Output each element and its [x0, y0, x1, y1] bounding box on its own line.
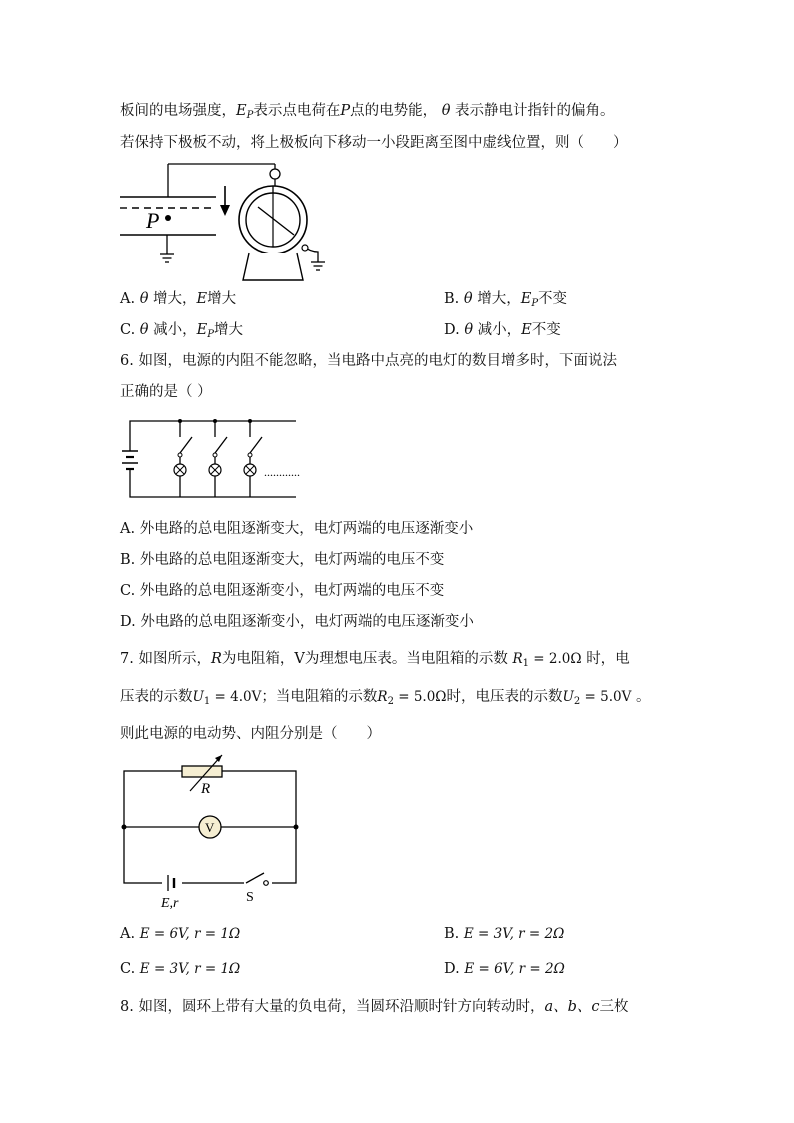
q5-option-d[interactable] [444, 320, 561, 340]
q7-text: 压表的示数 [120, 689, 193, 705]
q7-text: ；当电阻箱的示数 [261, 689, 378, 705]
symbol-abc: a、b、c [544, 999, 600, 1015]
symbol-U2: U [562, 689, 574, 705]
label-r: R [201, 781, 211, 797]
symbol-theta: θ [464, 322, 474, 338]
subscript: 2 [387, 696, 394, 707]
symbol-E: E [520, 291, 532, 307]
q5-text: 点的电势能， [350, 103, 438, 119]
value-U2: = 5.0V [580, 689, 632, 705]
option-text: E = 3V, r = 1Ω [139, 961, 241, 977]
subscript: 2 [573, 696, 581, 707]
q6-option-d[interactable]: D. 外电路的总电阻逐渐变小，电灯两端的电压逐渐变小 [120, 614, 474, 630]
lamp-branch-2 [209, 419, 227, 497]
subscript: P [531, 298, 539, 309]
symbol-theta: θ [139, 291, 149, 307]
option-text: E = 3V, r = 2Ω [463, 926, 565, 942]
option-label: D. [444, 961, 460, 977]
q7-option-d[interactable] [444, 959, 565, 979]
option-text: 增大， [477, 291, 521, 307]
label-p: P [146, 208, 160, 233]
q7-text: 时，电压表的示数 [446, 689, 563, 705]
option-label: A. [120, 926, 136, 942]
option-label: C. [120, 322, 136, 338]
symbol-theta: θ [441, 103, 451, 119]
q7-text: 7. 如图所示， [120, 651, 211, 667]
label-s: S [246, 890, 254, 905]
option-label: A. [120, 291, 136, 307]
option-text: 增大 [213, 322, 243, 338]
q7-text-line-2 [120, 687, 651, 712]
q7-text: 。 [636, 689, 651, 705]
subscript: P [207, 329, 214, 340]
option-text: E = 6V, r = 2Ω [464, 961, 565, 977]
q7-option-b[interactable] [444, 924, 564, 944]
q7-option-a[interactable] [120, 924, 240, 944]
symbol-E: E [196, 322, 208, 338]
q5-text: 表示静电计指针的偏角。 [455, 103, 615, 119]
q6-option-b[interactable]: B. 外电路的总电阻逐渐变大，电灯两端的电压不变 [120, 552, 445, 568]
subscript: P [246, 110, 254, 121]
value-R1: = 2.0Ω [529, 651, 582, 667]
symbol-theta: θ [139, 322, 149, 338]
option-text: 增大， [153, 291, 197, 307]
option-label: D. [444, 322, 460, 338]
q7-option-c[interactable] [120, 959, 240, 979]
symbol-R2: R [377, 689, 388, 705]
option-label: B. [444, 926, 460, 942]
subscript: 1 [522, 658, 530, 669]
value-R2: = 5.0Ω [393, 689, 447, 705]
q7-text: 为电阻箱，V为理想电压表。当电阻箱的示数 [221, 651, 508, 667]
q7-text-line-3: 则此电源的电动势、内阻分别是（ ） [120, 726, 381, 742]
option-text: 减小， [153, 322, 197, 338]
q5-text: 表示点电荷在 [253, 103, 341, 119]
q6-option-a[interactable]: A. 外电路的总电阻逐渐变大，电灯两端的电压逐渐变小 [120, 521, 474, 537]
option-label: B. [444, 291, 460, 307]
capacitor-electroscope-figure [118, 162, 338, 284]
q8-text-line-1 [120, 997, 629, 1017]
q6-text-line-1: 6. 如图，电源的内阻不能忽略，当电路中点亮的电灯的数目增多时，下面说法 [120, 353, 617, 369]
q8-text: 8. 如图，圆环上带有大量的负电荷，当圆环沿顺时针方向转动时， [120, 999, 545, 1015]
q5-option-b[interactable] [444, 289, 567, 314]
q5-option-c[interactable] [120, 320, 243, 345]
parallel-lamps-circuit [118, 415, 318, 505]
symbol-theta: θ [463, 291, 473, 307]
q5-text-line-1 [120, 101, 615, 126]
subscript: 1 [203, 696, 211, 707]
q7-text-line-1 [120, 649, 630, 674]
option-text: E = 6V, r = 1Ω [139, 926, 241, 942]
symbol-E: E [521, 322, 532, 338]
option-text: 不变 [538, 291, 568, 307]
symbol-E: E [196, 291, 208, 307]
option-text: 减小， [477, 322, 522, 338]
symbol-R1: R [512, 651, 523, 667]
label-v: V [205, 820, 215, 835]
lamp-branch-3 [244, 419, 262, 497]
option-text: 不变 [531, 322, 561, 338]
lamp-branch-1 [174, 419, 192, 497]
option-label: C. [120, 961, 136, 977]
q6-option-c[interactable]: C. 外电路的总电阻逐渐变小，电灯两端的电压不变 [120, 583, 445, 599]
symbol-P: P [340, 103, 351, 119]
q8-text: 三枚 [599, 999, 629, 1015]
q5-text: 板间的电场强度， [120, 103, 236, 119]
q6-text-line-2: 正确的是（ ） [120, 384, 212, 400]
continuation-dots: ............ [264, 465, 300, 479]
q7-text: 时，电 [586, 651, 630, 667]
symbol-R: R [210, 651, 222, 667]
q5-option-a[interactable] [120, 289, 236, 309]
value-U1: = 4.0V [210, 689, 262, 705]
symbol-U1: U [192, 689, 204, 705]
label-er: E,r [161, 896, 179, 911]
q5-text-line-2: 若保持下极板不动，将上极板向下移动一小段距离至图中虚线位置，则（ ） [120, 135, 628, 151]
symbol-E: E [236, 103, 247, 119]
voltmeter-circuit [118, 757, 308, 911]
option-text: 增大 [207, 291, 237, 307]
